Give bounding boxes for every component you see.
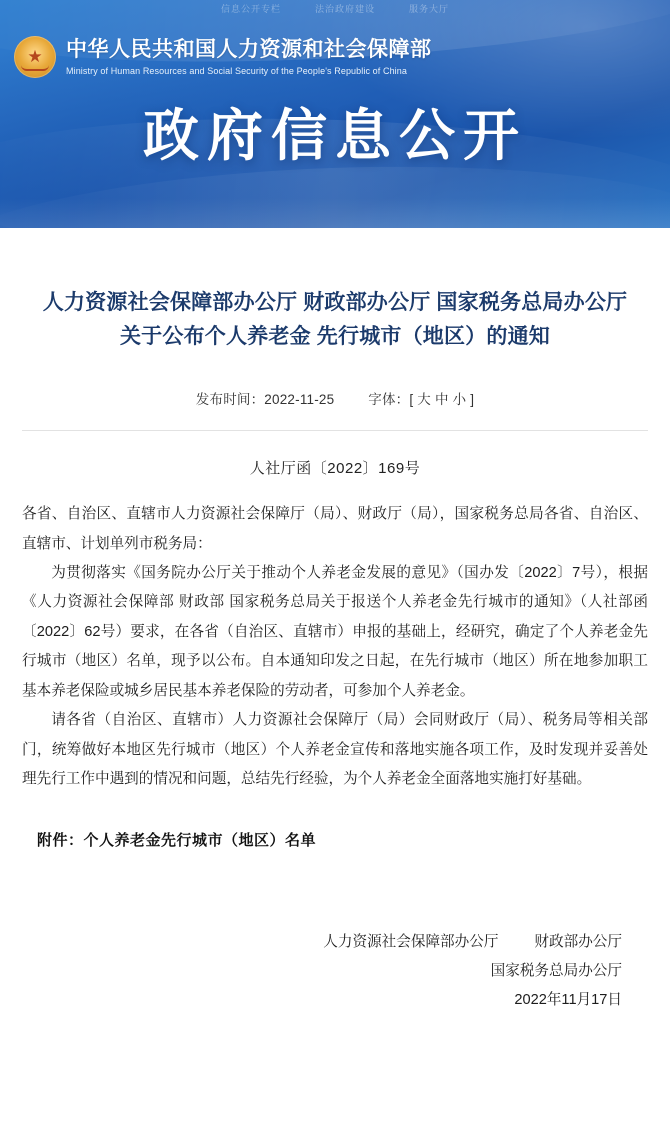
signature-line-1 [22,928,622,957]
banner-top-link[interactable]: 服务大厅 [409,3,450,14]
paragraph-addressee: 各省、自治区、直辖市人力资源社会保障厅（局）、财政厅（局），国家税务总局各省、自治区、直辖市、计划单列市税务局： [22,506,648,552]
signing-org-2: 财政部办公厅 [534,933,622,950]
signature-block [22,928,648,1016]
banner-top-links [0,0,670,16]
paragraph-2: 请各省（自治区、直辖市）人力资源社会保障厅（局）会同财政厅（局）、税务局等相关部门，统筹做好本地区先行城市（地区）个人养老金宣传和落地实施各项工作，及时发现并妥善处理先行工作中遇到的情况和问题，总结先行经验，为个人养老金全面落地实施打好基础。 [22,712,648,788]
organization-name-cn: 中华人民共和国人力资源和社会保障部 [66,37,432,61]
font-size-small-button[interactable]: 小 [452,392,467,408]
paragraph-1: 为贯彻落实《国务院办公厅关于推动个人养老金发展的意见》（国办发〔2022〕7号），根据《人力资源社会保障部 财政部 国家税务总局关于报送个人养老金先行城市的通知》（人社部函〔2022〕62号）要求，在各省（自治区、直辖市）申报的基础上，经研究，确定了个人养老金先行城市（地区）名单，现予以公布。自本通知印发之日起，在先行城市（地区）所在地参加职工基本养老保险或城乡居民基本养老保险的劳动者，可参加个人养老金。 [22,564,648,699]
organization-name-en: Ministry of Human Resources and Social Security of the People's Republic of China [66,66,407,76]
publish-time-label: 发布时间： [195,392,265,408]
article-body [22,500,648,795]
font-size-control [368,392,474,407]
site-header-banner [0,0,670,228]
font-bracket-close: ] [470,392,475,408]
font-size-large-button[interactable]: 大 [417,392,431,408]
publish-date: 2022-11-25 [264,392,335,408]
banner-bottom-shade [0,198,670,228]
article-meta [22,388,648,408]
signing-org-1: 人力资源社会保障部办公厅 [323,933,499,950]
signing-date: 2022年11月17日 [514,992,622,1009]
organization-names [66,37,432,78]
font-size-medium-button[interactable]: 中 [434,392,449,408]
font-bracket-open: [ [409,392,414,408]
meta-divider [22,430,648,431]
national-emblem-icon [14,36,56,78]
banner-top-link[interactable]: 法治政府建设 [314,3,375,14]
attachment-line[interactable]: 附件：个人养老金先行城市（地区）名单 [37,831,317,849]
article-page [0,286,670,1015]
banner-title: 政府信息公开 [143,104,527,169]
page-title: 人力资源社会保障部办公厅 财政部办公厅 国家税务总局办公厅关于公布个人养老金 先行城市（地区）的通知 [42,291,628,349]
signing-org-3: 国家税务总局办公厅 [490,962,622,979]
font-size-label: 字体： [368,392,410,408]
document-number: 人社厅函〔2022〕169号 [249,460,421,478]
banner-top-link[interactable]: 信息公开专栏 [220,3,281,14]
government-identity [14,36,432,78]
